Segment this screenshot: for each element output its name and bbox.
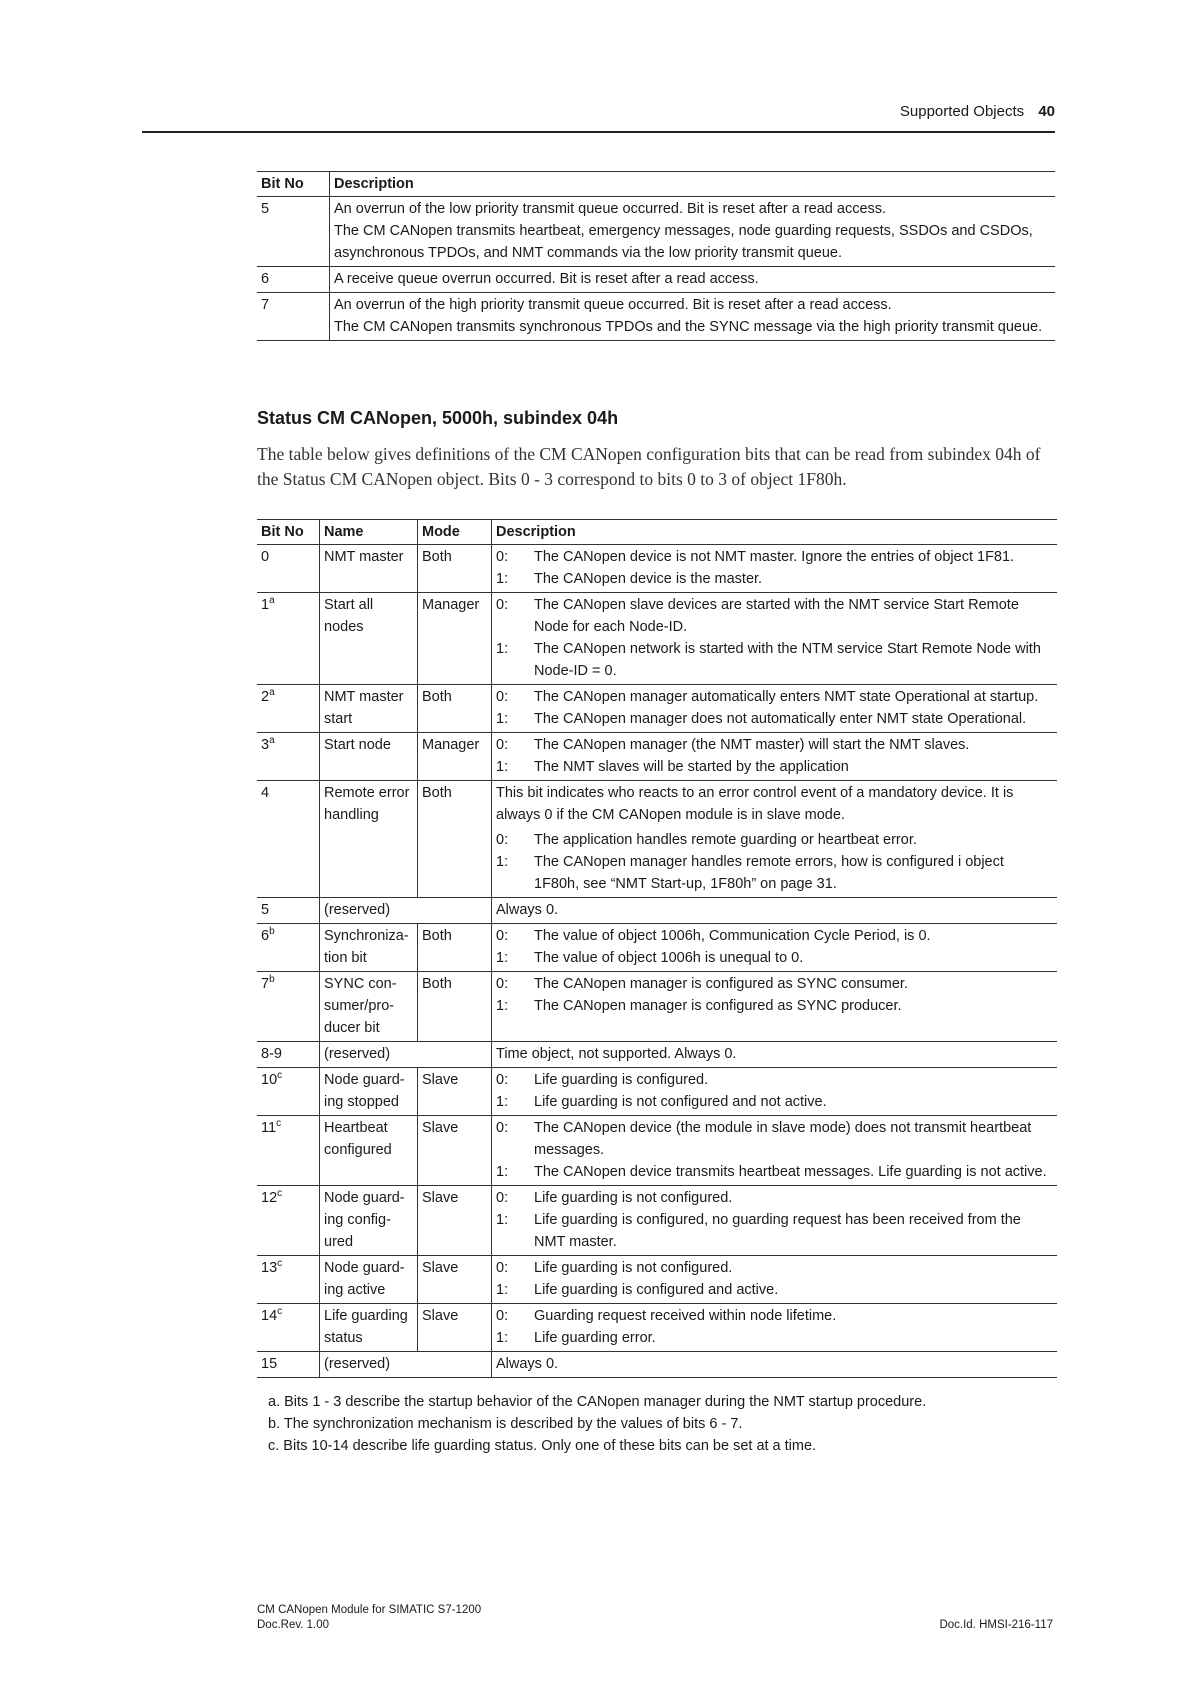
bit-no: 8-9	[261, 1046, 282, 1062]
table-row	[257, 898, 1057, 924]
description-cell: Always 0.	[496, 902, 559, 918]
mode-cell: Slave	[418, 1186, 492, 1256]
option-0	[496, 546, 1053, 568]
option-1	[496, 995, 1053, 1017]
option-text: Life guarding is not configured and not active.	[534, 1094, 827, 1110]
description-cell	[492, 1068, 1058, 1116]
option-text: Life guarding is not configured.	[534, 1260, 733, 1276]
option-0	[496, 1069, 1053, 1091]
bit-no: 3	[261, 737, 270, 753]
option-key: 1:	[496, 1094, 509, 1110]
name-cell: (reserved)	[320, 1042, 492, 1068]
table-row	[257, 267, 1055, 293]
option-text: The NMT slaves will be started by the application	[534, 759, 849, 775]
name-cell: (reserved)	[320, 898, 492, 924]
footer-doc-id: Doc.Id. HMSI-216-117	[939, 1619, 1053, 1631]
bit-no-cell	[257, 733, 320, 781]
description-cell	[492, 593, 1058, 685]
option-key: 1:	[496, 1282, 509, 1298]
description-cell	[330, 197, 1056, 267]
table-row	[257, 1256, 1057, 1304]
option-key: 0:	[496, 928, 509, 944]
name-cell: Start all nodes	[320, 593, 418, 685]
column-header-name: Name	[320, 520, 418, 545]
description-cell	[492, 1256, 1058, 1304]
mode-cell: Slave	[418, 1068, 492, 1116]
option-text: The value of object 1006h is unequal to 0.	[534, 950, 804, 966]
option-0	[496, 1305, 1053, 1327]
table-row	[257, 1352, 1057, 1378]
footnote-ref: b	[269, 974, 275, 986]
name-cell: Remote error handling	[320, 781, 418, 898]
option-key: 0:	[496, 832, 509, 848]
table-row	[257, 293, 1055, 341]
option-text: The CANopen manager is configured as SYNC producer.	[534, 998, 902, 1014]
bit-no: 2	[261, 689, 270, 705]
bit-no-cell	[257, 972, 320, 1042]
option-key: 1:	[496, 641, 509, 657]
description-line: The CM CANopen transmits synchronous TPDOs and the SYNC message via the high priority transmit queue.	[334, 319, 1043, 335]
option-key: 1:	[496, 1212, 509, 1228]
column-header-description: Description	[496, 524, 576, 540]
option-text: The CANopen device is the master.	[534, 571, 763, 587]
footnote-ref: a	[269, 687, 275, 699]
option-text: The value of object 1006h, Communication Cycle Period, is 0.	[534, 928, 931, 944]
option-0	[496, 1117, 1053, 1161]
column-header-bit-no: Bit No	[257, 172, 330, 197]
page-header	[142, 103, 1055, 133]
configuration-bits-table	[257, 519, 1057, 1378]
table-header-row	[257, 172, 1055, 197]
description-cell	[492, 685, 1058, 733]
table-row	[257, 1186, 1057, 1256]
option-1	[496, 708, 1053, 730]
footnote-c: c. Bits 10-14 describe life guarding status. Only one of these bits can be set at a time.	[268, 1438, 817, 1454]
table-row	[257, 685, 1057, 733]
name-cell: Node guard-ing active	[320, 1256, 418, 1304]
bit-no: 1	[261, 597, 270, 613]
bit-no-cell: 5	[257, 197, 330, 267]
option-0	[496, 686, 1053, 708]
option-key: 1:	[496, 998, 509, 1014]
name-cell: SYNC con-sumer/pro-ducer bit	[320, 972, 418, 1042]
name-cell: (reserved)	[320, 1352, 492, 1378]
bit-no-cell	[257, 1186, 320, 1256]
bit-no-cell	[257, 545, 320, 593]
option-0	[496, 594, 1053, 638]
table-row	[257, 197, 1055, 267]
table-row	[257, 1116, 1057, 1186]
bit-no-cell	[257, 1256, 320, 1304]
footnote-ref: c	[277, 1258, 283, 1270]
status-bits-table-continued	[257, 171, 1055, 341]
description-cell	[330, 267, 1056, 293]
option-text: Guarding request received within node lifetime.	[534, 1308, 837, 1324]
option-1	[496, 1279, 1053, 1301]
option-key: 0:	[496, 976, 509, 992]
table-row	[257, 924, 1057, 972]
option-text: The CANopen manager does not automatically enter NMT state Operational.	[534, 711, 1027, 727]
section-intro: The table below gives definitions of the CM CANopen configuration bits that can be read from subindex 04h of the Status CM CANopen object. Bits 0 - 3 correspond to bits 0 to 3 of object 1F80h.	[257, 444, 1041, 489]
option-text: The CANopen slave devices are started with the NMT service Start Remote Node for each Node-ID.	[534, 597, 1019, 635]
footnote-ref: c	[277, 1306, 283, 1318]
bit-no-cell	[257, 924, 320, 972]
bit-no: 11	[261, 1120, 277, 1136]
description-cell: Time object, not supported. Always 0.	[496, 1046, 737, 1062]
mode-cell: Both	[418, 972, 492, 1042]
footer-left	[257, 1603, 481, 1633]
mode-cell: Manager	[418, 593, 492, 685]
mode-cell: Slave	[418, 1304, 492, 1352]
header-section-title: Supported Objects	[899, 103, 1025, 120]
option-text: Life guarding is configured, no guarding request has been received from the NMT master.	[534, 1212, 1021, 1250]
option-text: The CANopen device (the module in slave mode) does not transmit heartbeat messages.	[534, 1120, 1032, 1158]
description-cell	[492, 545, 1058, 593]
option-text: Life guarding is configured.	[534, 1072, 709, 1088]
option-0	[496, 973, 1053, 995]
footer-revision: Doc.Rev. 1.00	[257, 1619, 330, 1631]
table-row	[257, 781, 1057, 898]
option-key: 0:	[496, 549, 509, 565]
option-1	[496, 756, 1053, 778]
bit-no: 12	[261, 1190, 278, 1206]
footnotes	[268, 1391, 1068, 1457]
footnote-ref: a	[269, 595, 275, 607]
description-cell	[492, 781, 1058, 898]
table-row	[257, 733, 1057, 781]
option-key: 0:	[496, 1308, 509, 1324]
bit-no: 0	[261, 549, 270, 565]
option-text: The CANopen manager is configured as SYNC consumer.	[534, 976, 908, 992]
description-line: A receive queue overrun occurred. Bit is reset after a read access.	[334, 271, 759, 287]
mode-cell: Both	[418, 924, 492, 972]
option-0	[496, 925, 1053, 947]
bit-no: 15	[261, 1356, 278, 1372]
option-key: 1:	[496, 950, 509, 966]
option-key: 1:	[496, 854, 509, 870]
option-1	[496, 568, 1053, 590]
table-row	[257, 1068, 1057, 1116]
column-header-bit-no: Bit No	[257, 520, 320, 545]
bit-no-cell	[257, 1068, 320, 1116]
bit-no-cell	[257, 898, 320, 924]
option-key: 1:	[496, 711, 509, 727]
description-cell	[492, 1186, 1058, 1256]
column-header-description: Description	[334, 176, 414, 192]
footnote-a: a. Bits 1 - 3 describe the startup behavior of the CANopen manager during the NMT startup procedure.	[268, 1394, 927, 1410]
mode-cell: Both	[418, 545, 492, 593]
name-cell: Synchroniza-tion bit	[320, 924, 418, 972]
option-key: 0:	[496, 737, 509, 753]
option-1	[496, 1091, 1053, 1113]
bit-no: 5	[261, 902, 270, 918]
option-0	[496, 1187, 1053, 1209]
mode-cell: Both	[418, 685, 492, 733]
option-text: The CANopen manager (the NMT master) will start the NMT slaves.	[534, 737, 970, 753]
description-cell	[492, 972, 1058, 1042]
bit-no: 6	[261, 928, 270, 944]
option-1	[496, 1209, 1053, 1253]
description-cell	[492, 924, 1058, 972]
option-1	[496, 1327, 1053, 1349]
option-text: The CANopen device is not NMT master. Ignore the entries of object 1F81.	[534, 549, 1015, 565]
description-cell: Always 0.	[496, 1356, 559, 1372]
option-0	[496, 829, 1053, 851]
bit-no: 13	[261, 1260, 278, 1276]
description-cell	[492, 1116, 1058, 1186]
name-cell: Heartbeat configured	[320, 1116, 418, 1186]
footnote-ref: c	[276, 1118, 282, 1130]
bit-no-cell: 7	[257, 293, 330, 341]
mode-cell: Manager	[418, 733, 492, 781]
option-key: 0:	[496, 689, 509, 705]
option-key: 1:	[496, 571, 509, 587]
footnote-ref: c	[277, 1188, 283, 1200]
bit-no: 4	[261, 785, 270, 801]
description-line: The CM CANopen transmits heartbeat, emergency messages, node guarding requests, SSDOs and CSDOs, asynchronous TPDOs, and NMT commands via the low priority transmit queue.	[334, 223, 1033, 261]
mode-cell: Slave	[418, 1116, 492, 1186]
mode-cell: Slave	[418, 1256, 492, 1304]
footnote-b: b. The synchronization mechanism is described by the values of bits 6 - 7.	[268, 1416, 743, 1432]
option-text: Life guarding is configured and active.	[534, 1282, 779, 1298]
option-key: 1:	[496, 1164, 509, 1180]
bit-no: 14	[261, 1308, 278, 1324]
footnote-ref: a	[269, 735, 275, 747]
bit-no-cell	[257, 1042, 320, 1068]
name-cell: Node guard-ing stopped	[320, 1068, 418, 1116]
option-1	[496, 638, 1053, 682]
option-text: The CANopen network is started with the NTM service Start Remote Node with Node-ID = 0.	[534, 641, 1041, 679]
column-header-mode: Mode	[418, 520, 492, 545]
bit-no-cell	[257, 1352, 320, 1378]
name-cell: NMT master start	[320, 685, 418, 733]
name-cell: Life guarding status	[320, 1304, 418, 1352]
bit-no-cell	[257, 593, 320, 685]
option-text: Life guarding is not configured.	[534, 1190, 733, 1206]
name-cell: NMT master	[320, 545, 418, 593]
option-text: The CANopen device transmits heartbeat messages. Life guarding is not active.	[534, 1164, 1047, 1180]
table-header-row	[257, 520, 1057, 545]
option-1	[496, 851, 1053, 895]
bit-no-cell	[257, 1116, 320, 1186]
description-cell	[492, 733, 1058, 781]
table-row	[257, 545, 1057, 593]
description-text: This bit indicates who reacts to an error control event of a mandatory device. It is always 0 if the CM CANopen module is in slave mode.	[496, 785, 1014, 823]
option-key: 0:	[496, 597, 509, 613]
description-cell	[492, 1304, 1058, 1352]
footer-doc-title: CM CANopen Module for SIMATIC S7-1200	[257, 1604, 482, 1616]
name-cell: Start node	[320, 733, 418, 781]
option-1	[496, 1161, 1053, 1183]
description-line: An overrun of the high priority transmit queue occurred. Bit is reset after a read access.	[334, 297, 892, 313]
bit-no-cell: 6	[257, 267, 330, 293]
bit-no-cell	[257, 685, 320, 733]
option-1	[496, 947, 1053, 969]
bit-no: 10	[261, 1072, 278, 1088]
description-line: An overrun of the low priority transmit queue occurred. Bit is reset after a read access.	[334, 201, 887, 217]
option-0	[496, 1257, 1053, 1279]
bit-no-cell	[257, 1304, 320, 1352]
page-number: 40	[1038, 103, 1055, 120]
table-row	[257, 1304, 1057, 1352]
option-text: The CANopen manager handles remote errors, how is configured i object 1F80h, see “NMT Start-up, 1F80h” on page 31.	[534, 854, 1004, 892]
option-key: 0:	[496, 1120, 509, 1136]
option-text: The CANopen manager automatically enters NMT state Operational at startup.	[534, 689, 1039, 705]
name-cell: Node guard-ing config-ured	[320, 1186, 418, 1256]
mode-cell: Both	[418, 781, 492, 898]
option-key: 1:	[496, 759, 509, 775]
table-row	[257, 1042, 1057, 1068]
option-key: 0:	[496, 1190, 509, 1206]
option-key: 0:	[496, 1260, 509, 1276]
table-row	[257, 972, 1057, 1042]
option-key: 0:	[496, 1072, 509, 1088]
option-text: The application handles remote guarding or heartbeat error.	[534, 832, 917, 848]
option-0	[496, 734, 1053, 756]
description-cell	[330, 293, 1056, 341]
footnote-ref: b	[269, 926, 275, 938]
table-row	[257, 593, 1057, 685]
bit-no-cell	[257, 781, 320, 898]
option-text: Life guarding error.	[534, 1330, 656, 1346]
footnote-ref: c	[277, 1070, 283, 1082]
bit-no: 7	[261, 976, 270, 992]
option-key: 1:	[496, 1330, 509, 1346]
section-title: Status CM CANopen, 5000h, subindex 04h	[257, 408, 619, 428]
